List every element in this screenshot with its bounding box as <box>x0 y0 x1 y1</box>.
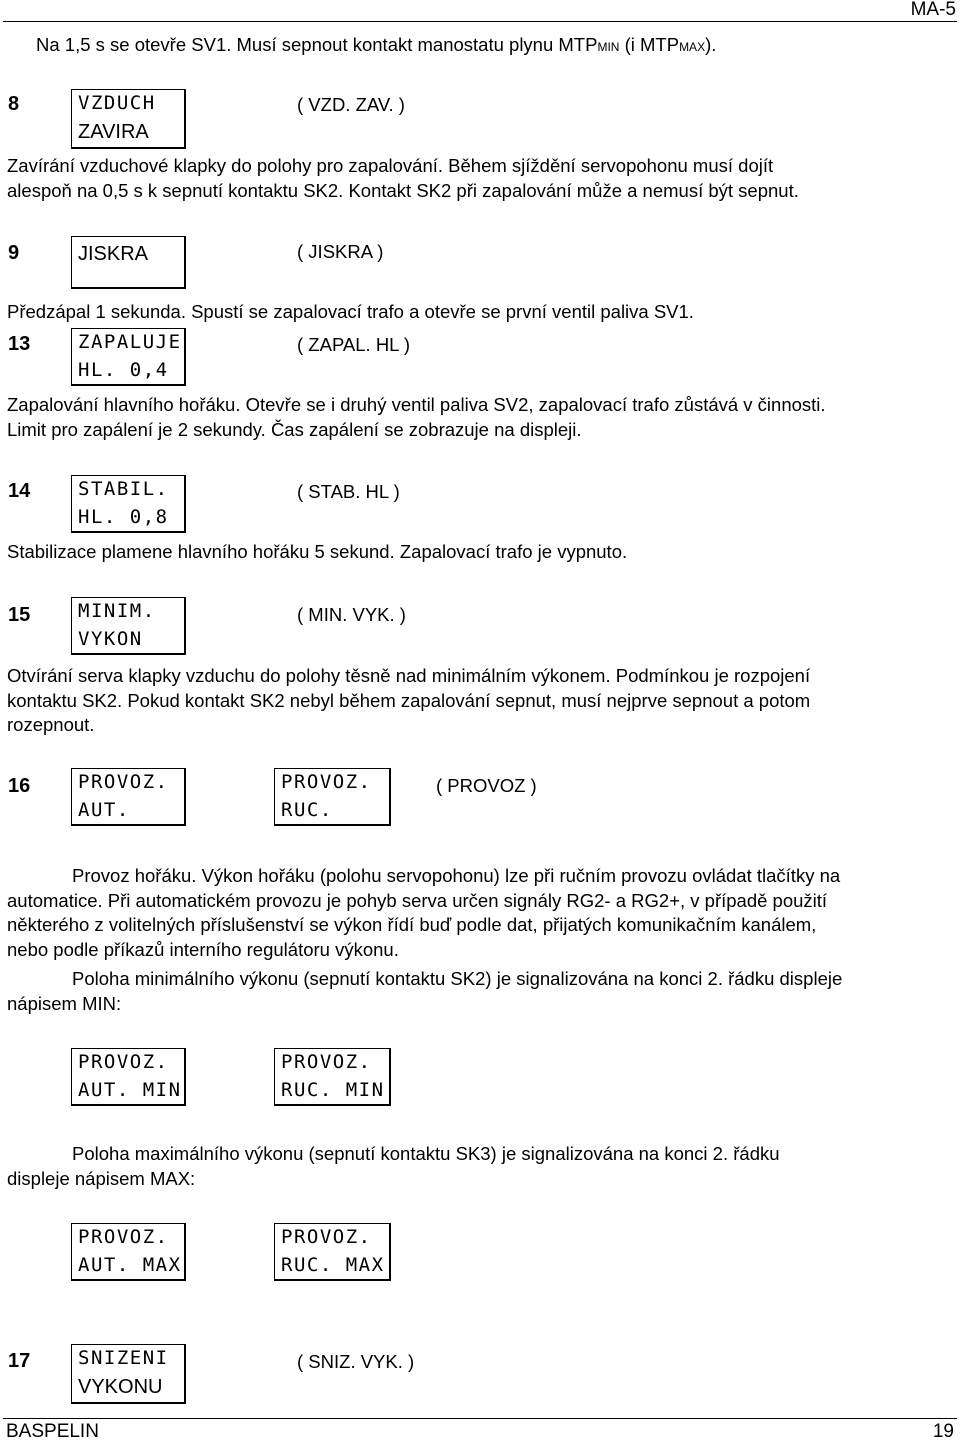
step-description: Zapalování hlavního hořáku. Otevře se i druhý ventil paliva SV2, zapalovací trafo zůstává v činnosti. Limit pro zapálení je 2 sekundy. Čas zapálení se zobrazuje na displeji. <box>7 394 826 440</box>
step-code: ( STAB. HL ) <box>297 481 400 502</box>
display-box <box>71 1344 186 1404</box>
display-line-1: PROVOZ. <box>281 771 372 793</box>
display-box-manual-min <box>274 1048 391 1106</box>
step-number: 15 <box>8 604 31 626</box>
footer-page-number: 19 <box>932 1421 954 1442</box>
display-line-2: RUC. MIN <box>281 1079 385 1101</box>
display-line-2: RUC. MAX <box>281 1254 385 1276</box>
display-line-1: VZDUCH <box>78 92 156 114</box>
display-box <box>71 475 186 533</box>
display-line-2: HL. 0,4 <box>78 359 169 381</box>
step-description: Zavírání vzduchové klapky do polohy pro zapalování. Během sjíždění servopohonu musí dojít alespoň na 0,5 s k sepnutí kontaktu SK2. Kontakt SK2 při zapalování může a nemusí být sepnut. <box>7 155 799 201</box>
step-number: 13 <box>8 333 31 355</box>
page-code: MA-5 <box>910 0 956 20</box>
display-box-auto-max <box>71 1223 186 1281</box>
display-line-1: JISKRA <box>78 243 149 265</box>
display-box-auto <box>71 768 186 826</box>
display-line-1: PROVOZ. <box>78 771 169 793</box>
step-number: 8 <box>8 93 20 115</box>
step-description: Provoz hořáku. Výkon hořáku (polohu servopohonu) lze při ručním provozu ovládat tlačítky na automatice. Při automatickém provozu je pohyb serva určen signály RG2- a RG2+, v případě použití některého z volitelných příslušenství se výkon řídí buď podle dat, přijatých komunikačním kanálem, nebo podle příkazů interního regulátoru výkonu. <box>7 865 841 960</box>
display-line-2: AUT. MIN <box>78 1079 182 1101</box>
step-number: 17 <box>8 1350 31 1372</box>
display-line-2: AUT. <box>78 799 130 821</box>
display-box-auto-min <box>71 1048 186 1106</box>
step-code: ( JISKRA ) <box>297 241 384 262</box>
display-line-1: STABIL. <box>78 478 169 500</box>
min-note: Poloha minimálního výkonu (sepnutí kontaktu SK2) je signalizována na konci 2. řádku displeje nápisem MIN: <box>7 968 843 1014</box>
display-box-manual <box>274 768 391 826</box>
display-box-manual-max <box>274 1223 391 1281</box>
display-line-1: PROVOZ. <box>78 1051 169 1073</box>
display-line-2: RUC. <box>281 799 333 821</box>
step-code: ( VZD. ZAV. ) <box>297 94 405 115</box>
step-description: Stabilizace plamene hlavního hořáku 5 sekund. Zapalovací trafo je vypnuto. <box>7 541 628 562</box>
display-box <box>71 236 186 289</box>
display-line-2: ZAVIRA <box>78 121 149 143</box>
intro-text: Na 1,5 s se otevře SV1. Musí sepnout kontakt manostatu plynu MTPMIN (i MTPMAX). <box>36 34 717 55</box>
step-code: ( MIN. VYK. ) <box>297 604 406 625</box>
display-line-1: PROVOZ. <box>78 1226 169 1248</box>
display-box <box>71 597 186 655</box>
display-line-2: AUT. MAX <box>78 1254 182 1276</box>
step-description: Předzápal 1 sekunda. Spustí se zapalovací trafo a otevře se první ventil paliva SV1. <box>7 301 694 322</box>
display-line-1: SNIZENI <box>78 1347 169 1369</box>
step-number: 16 <box>8 775 31 797</box>
footer-rule <box>3 1418 957 1419</box>
display-box <box>71 89 186 149</box>
footer-brand: BASPELIN <box>6 1421 99 1442</box>
step-code: ( ZAPAL. HL ) <box>297 334 411 355</box>
step-code: ( PROVOZ ) <box>436 775 537 796</box>
step-description: Otvírání serva klapky vzduchu do polohy těsně nad minimálním výkonem. Podmínkou je rozpojení kontaktu SK2. Pokud kontakt SK2 nebyl během zapalování sepnut, musí nejprve sepnout a potom rozepnout. <box>7 665 811 735</box>
display-line-2: VYKON <box>78 628 143 650</box>
display-line-2: HL. 0,8 <box>78 506 169 528</box>
header-rule <box>3 21 957 22</box>
display-line-1: PROVOZ. <box>281 1051 372 1073</box>
display-box <box>71 328 186 386</box>
display-line-1: MINIM. <box>78 600 156 622</box>
step-number: 14 <box>8 480 31 502</box>
max-note: Poloha maximálního výkonu (sepnutí kontaktu SK3) je signalizována na konci 2. řádku displeje nápisem MAX: <box>7 1143 780 1189</box>
step-code: ( SNIZ. VYK. ) <box>297 1351 415 1372</box>
display-line-2: VYKONU <box>78 1376 163 1398</box>
display-line-1: ZAPALUJE <box>78 331 182 353</box>
display-line-1: PROVOZ. <box>281 1226 372 1248</box>
step-number: 9 <box>8 242 20 264</box>
